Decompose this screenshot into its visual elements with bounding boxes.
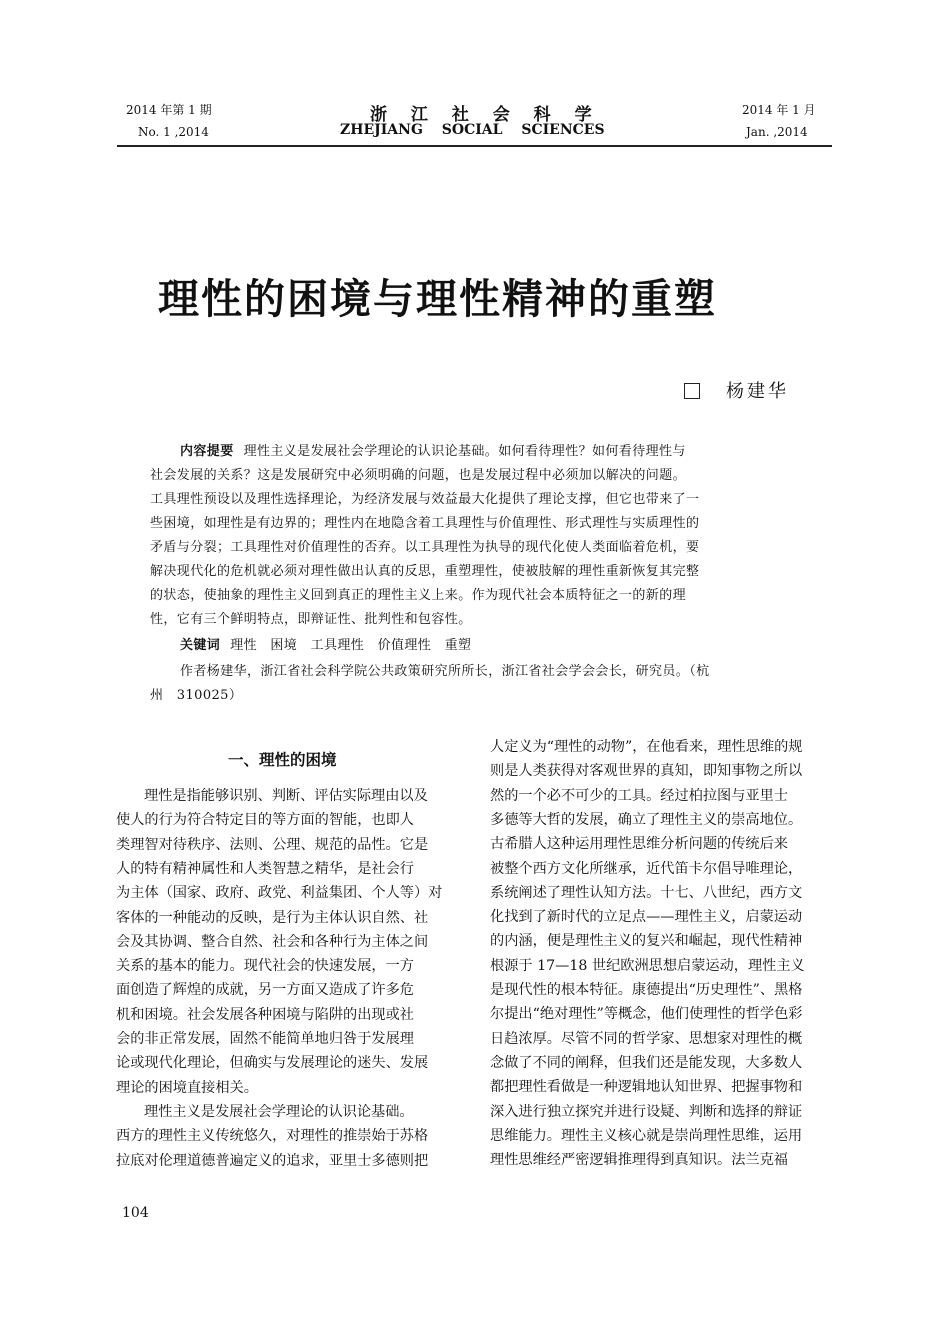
text-line: 是现代性的根本特征。康德提出“历史理性”、黑格 xyxy=(490,982,803,998)
article-title: 理性的困境与理性精神的重塑 xyxy=(158,275,717,323)
text-line: 深入进行独立探究并进行设疑、判断和选择的辩证 xyxy=(490,1103,803,1120)
date-en: Jan. ,2014 xyxy=(746,125,808,139)
abstract-line: 些困境，如理性是有边界的；理性内在地隐含着工具理性与价值理性、形式理性与实质理性的 xyxy=(150,516,700,531)
page-number: 104 xyxy=(122,1205,149,1221)
text-line: 理性主义是发展社会学理论的认识论基础。 xyxy=(144,1103,414,1120)
header-rule xyxy=(117,145,832,147)
journal-name-en: ZHEJIANG SOCIAL SCIENCES xyxy=(340,122,605,138)
text-line: 论或现代化理论，但确实与发展理论的迷失、发展 xyxy=(116,1055,429,1072)
text-line: 拉底对伦理道德普遍定义的追求，亚里士多德则把 xyxy=(116,1152,429,1169)
text-line: 人的特有精神属性和人类智慧之精华，是社会行 xyxy=(116,860,414,877)
text-line: 都把理性看做是一种逻辑地认知世界、把握事物和 xyxy=(490,1079,803,1096)
text-line: 使人的行为符合特定目的等方面的智能，也即人 xyxy=(116,812,414,829)
abstract-line xyxy=(150,440,832,464)
abstract-line: 社会发展的关系？这是发展研究中必须明确的问题，也是发展过程中必须加以解决的问题。 xyxy=(150,468,687,483)
keywords-line xyxy=(150,634,832,658)
text-line: 类理智对待秩序、法则、公理、规范的品性。它是 xyxy=(116,836,429,853)
journal-name-cn: 浙 江 社 会 科 学 xyxy=(370,105,601,125)
abstract-line: 解决现代化的危机就必须对理性做出认真的反思，重塑理性，使被肢解的理性重新恢复其完整 xyxy=(150,564,700,579)
text-line: 会的非正常发展，固然不能简单地归咎于发展理 xyxy=(116,1031,414,1047)
abstract-line: 工具理性预设以及理性选择理论，为经济发展与效益最大化提供了理论支撑，但它也带来了一 xyxy=(150,492,700,507)
issue-cn: 2014 年第 1 期 xyxy=(126,103,212,117)
text-line: 理性是指能够识别、判断、评估实际理由以及 xyxy=(144,788,428,804)
text-line: 思维能力。理性主义核心就是崇尚理性思维，运用 xyxy=(490,1127,803,1144)
text-line: 古希腊人这种运用理性思维分析问题的传统后来 xyxy=(490,836,788,853)
keywords-text: 理性 困境 工具理性 价值理性 重塑 xyxy=(230,638,472,653)
text-line: 的内涵，便是理性主义的复兴和崛起，现代性精神 xyxy=(490,933,803,950)
author-box xyxy=(684,383,700,399)
abstract-line: 的状态，使抽象的理性主义回到真正的理性主义上来。作为现代社会本质特征之一的新的理 xyxy=(150,588,687,603)
author-name: 杨建华 xyxy=(726,381,789,402)
text-line: 面创造了辉煌的成就，另一方面又造成了许多危 xyxy=(116,982,414,999)
text-line: 化找到了新时代的立足点——理性主义，启蒙运动 xyxy=(490,909,803,926)
text-line: 会及其协调、整合自然、社会和各种行为主体之间 xyxy=(116,933,429,950)
text-line: 念做了不同的阐释，但我们还是能发现，大多数人 xyxy=(490,1054,803,1071)
abstract-line: 矛盾与分裂；工具理性对价值理性的否弃。以工具理性为执导的现代化使人类面临着危机，要 xyxy=(150,540,700,555)
text-line: 被整个西方文化所继承，近代笛卡尔倡导唯理论， xyxy=(490,860,803,877)
text-line: 尔提出“绝对理性”等概念，他们使理性的哲学色彩 xyxy=(490,1006,803,1023)
abstract-line: 性，它有三个鲜明特点，即辩证性、批判性和包容性。 xyxy=(150,612,472,627)
text-line: 为主体（国家、政府、政党、利益集团、个人等）对 xyxy=(116,885,443,902)
text-line: 理论的困境直接相关。 xyxy=(116,1079,258,1096)
abstract-text: 理性主义是发展社会学理论的认识论基础。如何看待理性？如何看待理性与 xyxy=(243,444,686,459)
author-note-line: 州 310025） xyxy=(150,688,243,703)
text-line: 系统阐述了理性认知方法。十七、八世纪，西方文 xyxy=(490,884,803,901)
issue-en: No. 1 ,2014 xyxy=(138,125,209,139)
text-line: 关系的基本的能力。现代社会的快速发展，一方 xyxy=(116,958,414,975)
section-heading: 一、理性的困境 xyxy=(228,751,337,769)
text-line: 理性思维经严密逻辑推理得到真知识。法兰克福 xyxy=(490,1152,788,1169)
keywords-label: 关键词 xyxy=(180,638,221,653)
text-line: 客体的一种能动的反映，是行为主体认识自然、社 xyxy=(116,909,429,926)
abstract-label: 内容提要 xyxy=(180,444,234,459)
date-cn: 2014 年 1 月 xyxy=(742,103,816,117)
author-note-line: 作者杨建华，浙江省社会科学院公共政策研究所所长，浙江省社会学会会长，研究员。（杭 xyxy=(180,664,710,679)
text-line: 根源于 17—18 世纪欧洲思想启蒙运动，理性主义 xyxy=(490,957,805,974)
text-line: 然的一个必不可少的工具。经过柏拉图与亚里士 xyxy=(490,787,788,804)
text-line: 机和困境。社会发展各种困境与陷阱的出现或社 xyxy=(116,1006,414,1023)
text-line: 西方的理性主义传统悠久，对理性的推崇始于苏格 xyxy=(116,1128,429,1145)
text-line: 日趋浓厚。尽管不同的哲学家、思想家对理性的概 xyxy=(490,1030,803,1047)
text-line: 则是人类获得对客观世界的真知，即知事物之所以 xyxy=(490,763,803,780)
text-line: 人定义为“理性的动物”，在他看来，理性思维的规 xyxy=(490,739,803,755)
text-line: 多德等大哲的发展，确立了理性主义的崇高地位。 xyxy=(490,811,803,828)
